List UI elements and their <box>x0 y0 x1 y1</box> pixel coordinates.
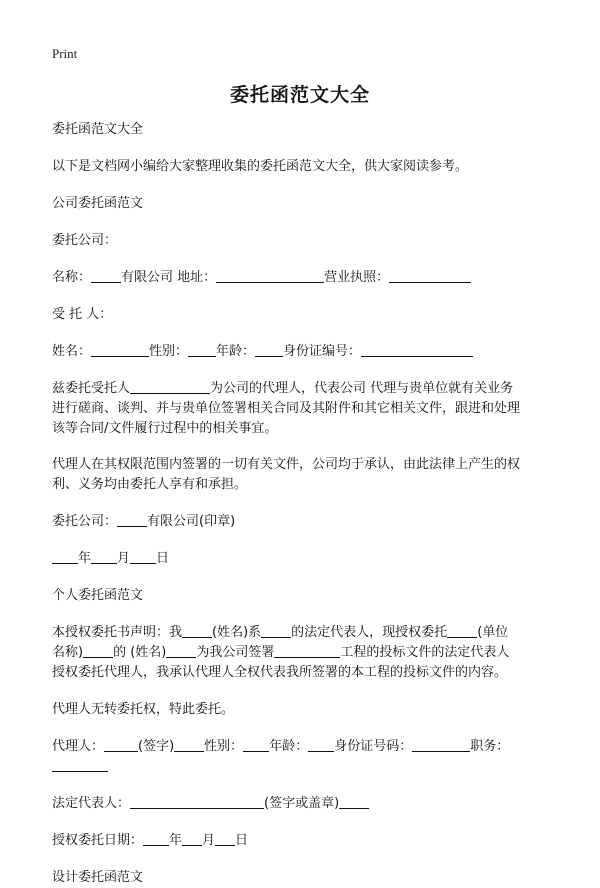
text-span: 月 <box>202 833 216 848</box>
text-span: (姓名)系 <box>212 625 262 640</box>
blank <box>274 643 340 658</box>
section-heading-personal: 个人委托函范文 <box>52 588 144 603</box>
blank-day <box>215 831 235 846</box>
text-span: (签字) <box>138 739 175 754</box>
liability-paragraph <box>52 455 554 495</box>
text-span: 身份证号码： <box>334 739 413 754</box>
authorization-paragraph <box>52 379 554 439</box>
text-span: 利、义务均由委托人享有和承担。 <box>52 477 248 492</box>
blank-year <box>143 831 169 846</box>
blank-day <box>130 549 156 564</box>
personal-authorization-paragraph <box>52 623 554 683</box>
agent-info-line <box>52 737 554 777</box>
no-subdelegation-line: 代理人无转委托权，特此委托。 <box>52 702 235 717</box>
document-title: 委托函范文大全 <box>229 84 370 106</box>
text-span: 进行磋商、谈判、并与贵单位签署相关合同及其附件和其它相关文件，跟进和处理 <box>52 401 521 416</box>
section-heading-design: 设计委托函范文 <box>52 870 144 885</box>
address-label: 有限公司 地址： <box>121 270 217 285</box>
text-span: 委托公司： <box>52 514 118 529</box>
text-span: 代理人在其权限范围内签署的一切有关文件，公司均于承认，由此法律上产生的权 <box>52 457 521 472</box>
trustee-label: 受 托 人： <box>52 307 113 322</box>
text-span: (签字或盖章) <box>264 796 340 811</box>
text-span: 性别： <box>204 739 244 754</box>
blank <box>52 757 108 772</box>
text-span: 年 <box>78 551 92 566</box>
print-link[interactable]: Print <box>52 46 78 61</box>
blank-name <box>91 342 149 357</box>
name-label: 名称： <box>52 270 92 285</box>
text-span: 有限公司(印章) <box>147 514 236 529</box>
text-span: 的 (姓名) <box>113 645 167 660</box>
intro-heading: 委托函范文大全 <box>52 122 144 137</box>
blank <box>174 737 204 752</box>
blank <box>261 623 291 638</box>
text-span: 兹委托受托人 <box>52 381 131 396</box>
blank <box>243 737 269 752</box>
id-number-label: 身份证编号： <box>283 344 362 359</box>
age-label: 年龄： <box>216 344 256 359</box>
blank <box>339 794 369 809</box>
text-span: 名称) <box>52 645 84 660</box>
gender-label: 性别： <box>149 344 189 359</box>
blank-gender <box>188 342 216 357</box>
text-span: 授权委托日期： <box>52 833 144 848</box>
text-span: 代理人： <box>52 739 105 754</box>
blank-address <box>216 268 324 283</box>
legal-rep-line <box>52 794 554 814</box>
text-span: 的法定代表人，现授权委托 <box>291 625 448 640</box>
text-span: (单位 <box>477 625 509 640</box>
client-company-label: 委托公司： <box>52 233 118 248</box>
intro-paragraph: 以下是文档网小编给大家整理收集的委托函范文大全，供大家阅读参考。 <box>52 159 469 174</box>
text-span: 年龄： <box>269 739 309 754</box>
blank <box>166 643 196 658</box>
blank-id-number <box>361 342 473 357</box>
blank <box>447 623 477 638</box>
license-label: 营业执照： <box>324 270 390 285</box>
text-span: 月 <box>117 551 131 566</box>
blank-trustee <box>130 379 210 394</box>
authorization-date-line <box>52 831 554 851</box>
blank <box>308 737 334 752</box>
text-span: 年 <box>169 833 183 848</box>
blank-signature <box>130 794 264 809</box>
text-span: 职务： <box>470 739 510 754</box>
document-body <box>52 120 554 888</box>
trustee-info-line <box>52 342 554 362</box>
client-seal-line <box>52 512 554 532</box>
text-span: 日 <box>235 833 249 848</box>
blank-year <box>52 549 78 564</box>
text-span: 日 <box>156 551 170 566</box>
section-heading-company: 公司委托函范文 <box>52 196 144 211</box>
company-info-line <box>52 268 554 288</box>
blank-month <box>182 831 202 846</box>
text-span: 法定代表人： <box>52 796 131 811</box>
blank <box>412 737 470 752</box>
blank <box>104 737 138 752</box>
text-span: 授权委托代理人，我承认代理人全权代表我所签署的本工程的投标文件的内容。 <box>52 665 508 680</box>
text-span: 为公司的代理人，代表公司 代理与贵单位就有关业务 <box>210 381 514 396</box>
name-label: 姓名： <box>52 344 92 359</box>
blank-month <box>91 549 117 564</box>
text-span: 工程的投标文件的法定代表人 <box>340 645 510 660</box>
text-span: 本授权委托书声明：我 <box>52 625 183 640</box>
blank <box>83 643 113 658</box>
blank <box>182 623 212 638</box>
text-span: 该等合同/文件履行过程中的相关事宜。 <box>52 421 278 436</box>
blank-license <box>389 268 471 283</box>
date-line <box>52 549 554 569</box>
blank-age <box>255 342 283 357</box>
blank-company <box>117 512 147 527</box>
text-span: 为我公司签署 <box>196 645 275 660</box>
blank-company-name <box>91 268 121 283</box>
